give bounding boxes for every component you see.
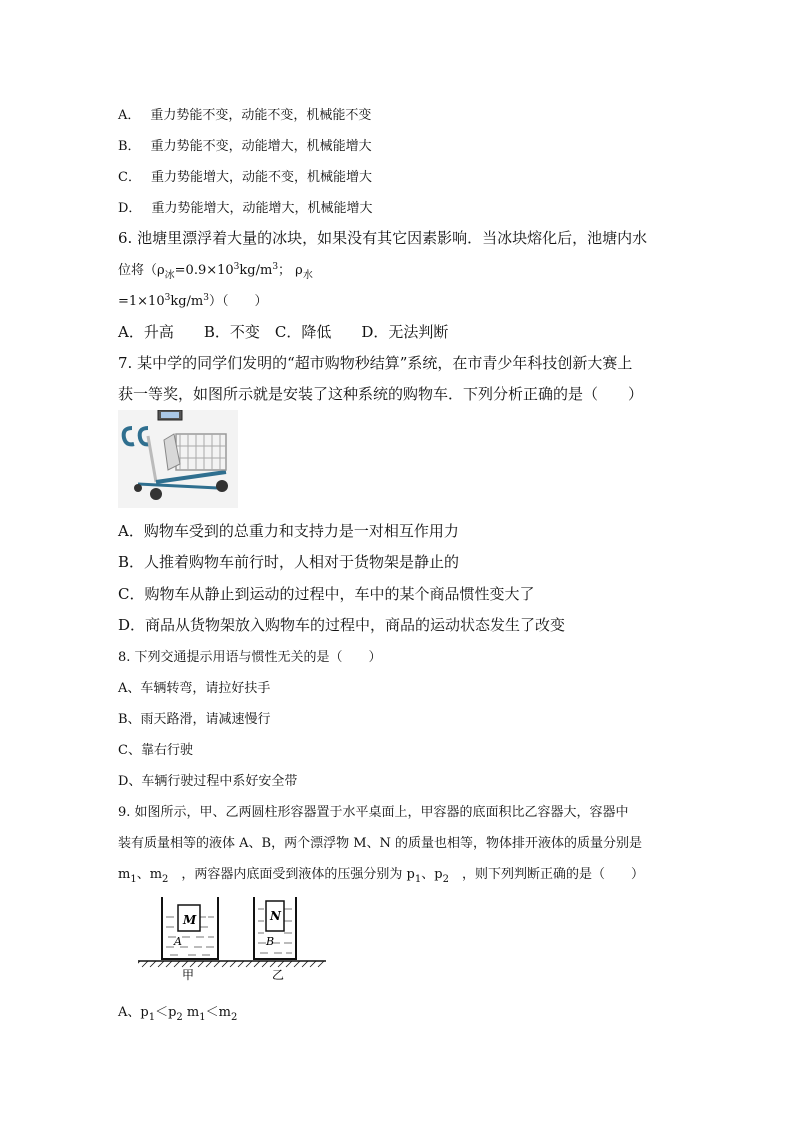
label-yi: 乙 [272, 968, 285, 982]
q6-stem-line3: $=1\times 10^3kg/m^3$）（ ） [118, 293, 268, 309]
q7-option-a: A．购物车受到的总重力和支持力是一对相互作用力 [118, 522, 459, 540]
q8-option-d: D、车辆行驶过程中系好安全带 [118, 774, 298, 789]
label-n: N [270, 909, 281, 923]
q7-option-c: C．购物车从静止到运动的过程中，车中的某个商品惯性变大了 [118, 585, 535, 603]
q5-option-b: B． 重力势能不变，动能增大，机械能增大 [118, 139, 372, 154]
q7-option-d: D．商品从货物架放入购物车的过程中，商品的运动状态发生了改变 [118, 616, 566, 634]
q9-option-a: A、$p_1<p_2$ $m_1<m_2$ [118, 1005, 238, 1023]
label-a: A [174, 935, 182, 948]
q6-stem-line2: 位将（$\rho_冰=0.9\times 10^3kg/m^3$； $\rho_水$ [118, 262, 313, 281]
q6-options: A．升高 B．不变 C．降低 D．无法判断 [118, 323, 449, 341]
label-m: M [183, 913, 197, 927]
shopping-cart-figure [118, 410, 238, 508]
q9-stem-line1: 9. 如图所示，甲、乙两圆柱形容器置于水平桌面上，甲容器的底面积比乙容器大，容器中 [118, 805, 629, 820]
label-b: B [266, 935, 275, 948]
q7-option-b: B．人推着购物车前行时，人相对于货物架是静止的 [118, 553, 460, 571]
q5-option-a: A． 重力势能不变，动能不变，机械能不变 [118, 108, 372, 123]
q5-option-d: D． 重力势能增大，动能增大，机械能增大 [118, 201, 373, 216]
q8-option-a: A、车辆转弯，请拉好扶手 [118, 681, 271, 696]
q9-stem-line2: 装有质量相等的液体 A、B，两个漂浮物 M、N 的质量也相等，物体排开液体的质量分别是 [118, 836, 643, 851]
q6-stem-line1: 6. 池塘里漂浮着大量的冰块，如果没有其它因素影响．当冰块熔化后，池塘内水 [118, 229, 648, 247]
containers-diagram-icon [138, 893, 328, 985]
q8-stem: 8. 下列交通提示用语与惯性无关的是（ ） [118, 650, 382, 665]
shopping-cart-icon [118, 410, 238, 508]
q7-stem-line1: 7. 某中学的同学们发明的“超市购物秒结算”系统，在市青少年科技创新大赛上 [118, 354, 633, 372]
q8-option-c: C、靠右行驶 [118, 743, 193, 758]
q5-option-c: C． 重力势能增大，动能不变，机械能增大 [118, 170, 372, 185]
q8-option-b: B、雨天路滑，请减速慢行 [118, 712, 271, 727]
label-jia: 甲 [182, 968, 195, 982]
q7-stem-line2: 获一等奖，如图所示就是安装了这种系统的购物车．下列分析正确的是（ ） [118, 385, 644, 403]
containers-figure [138, 893, 328, 985]
q9-stem-line3: $m_1$、$m_2$ ，两容器内底面受到液体的压强分别为 $p_1$、$p_2$ ，则下列判断正确的是（ ） [118, 867, 644, 885]
